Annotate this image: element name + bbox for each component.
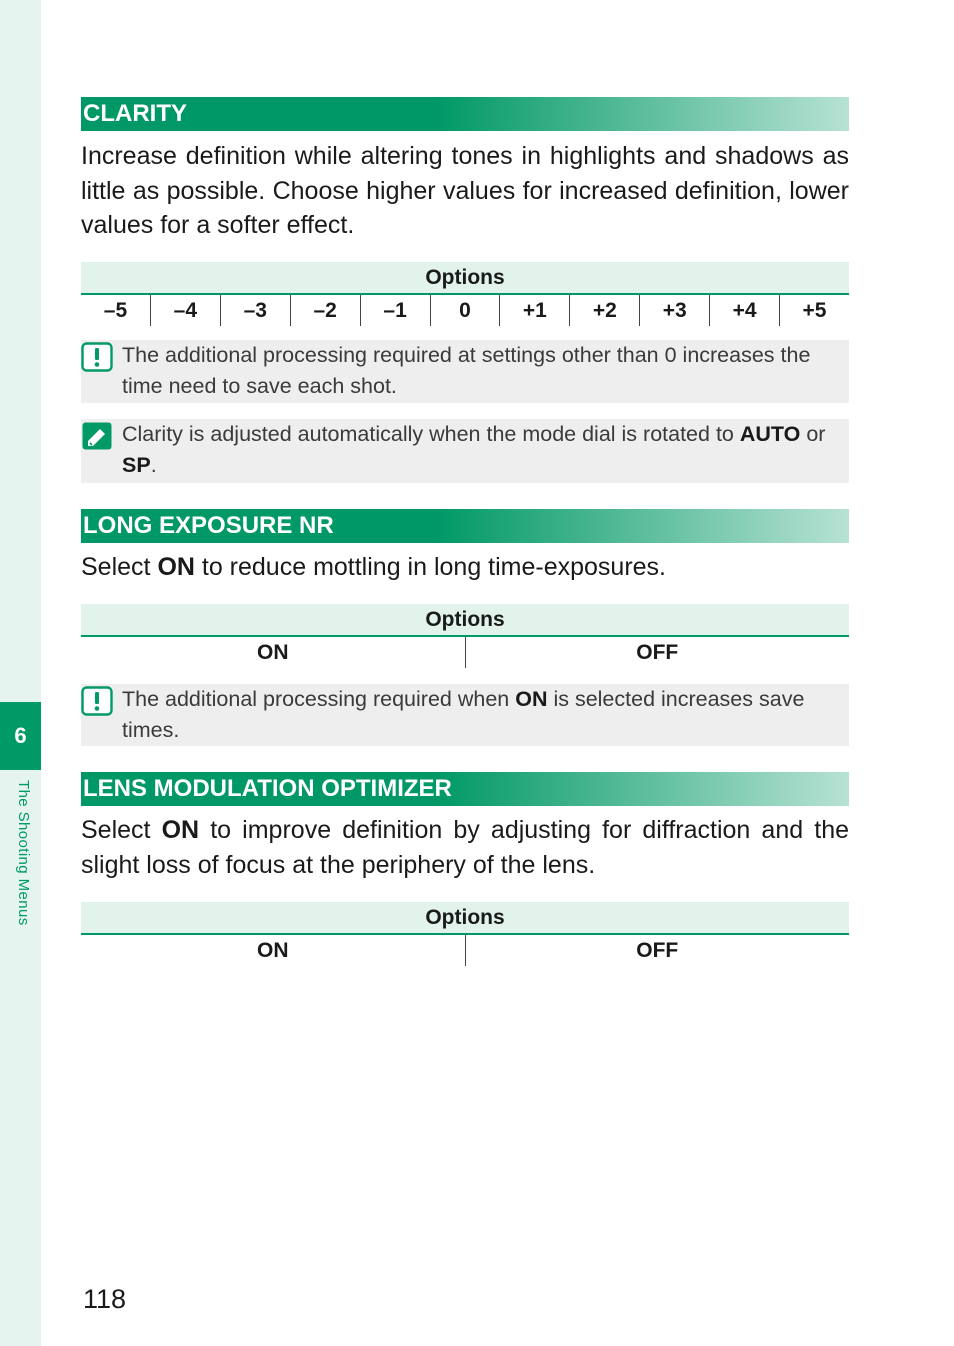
option-plus2: +2 bbox=[569, 295, 639, 326]
clarity-description: Increase definition while altering tones in highlights and shadows as little as possible. Choose higher values for increased definition, lower values for a softer effect. bbox=[81, 142, 849, 239]
desc-on: ON bbox=[157, 553, 195, 581]
options-header: Options bbox=[81, 604, 849, 637]
options-header: Options bbox=[81, 262, 849, 295]
long-exposure-nr-description bbox=[81, 550, 849, 585]
desc-suffix: to reduce mottling in long time-exposures. bbox=[194, 553, 667, 581]
long-exposure-nr-caution-note bbox=[81, 684, 849, 746]
caution-icon bbox=[81, 342, 113, 372]
option-off: OFF bbox=[465, 935, 850, 966]
option-minus5: –5 bbox=[103, 299, 128, 322]
memo-prefix: Clarity is adjusted automatically when the mode dial is rotated to bbox=[122, 422, 740, 446]
section-heading-clarity: CLARITY bbox=[81, 97, 849, 131]
option-0: 0 bbox=[430, 295, 500, 326]
option-plus4: +4 bbox=[709, 295, 779, 326]
option-minus4: –4 bbox=[150, 295, 220, 326]
option-plus3: +3 bbox=[639, 295, 709, 326]
options-header: Options bbox=[81, 902, 849, 935]
caution-icon bbox=[81, 686, 113, 716]
caution-suffix: is selected increases save times. bbox=[122, 687, 805, 742]
option-minus3: –3 bbox=[220, 295, 290, 326]
option-on: ON bbox=[257, 641, 289, 664]
section-heading-long-exposure-nr: LONG EXPOSURE NR bbox=[81, 509, 849, 543]
desc-prefix: Select bbox=[81, 553, 158, 581]
clarity-memo-note bbox=[81, 419, 849, 483]
memo-icon bbox=[81, 421, 113, 451]
memo-auto: AUTO bbox=[739, 422, 801, 446]
options-row bbox=[81, 935, 849, 966]
options-row bbox=[81, 295, 849, 326]
option-on: ON bbox=[257, 939, 289, 962]
option-plus1: +1 bbox=[499, 295, 569, 326]
clarity-options-table bbox=[81, 262, 849, 326]
desc-prefix: Select bbox=[81, 816, 162, 844]
chapter-tab[interactable] bbox=[0, 702, 41, 770]
lens-modulation-optimizer-options-table bbox=[81, 902, 849, 966]
desc-suffix: to improve definition by adjusting for diffraction and the slight loss of focus at the periphery of the lens. bbox=[81, 816, 850, 879]
caution-text: The additional processing required at settings other than 0 increases the time need to save each shot. bbox=[122, 343, 811, 398]
memo-suffix: . bbox=[150, 453, 157, 477]
page-number: 118 bbox=[83, 1284, 127, 1314]
memo-sp: SP bbox=[122, 453, 151, 477]
caution-on: ON bbox=[515, 687, 548, 711]
caution-prefix: The additional processing required when bbox=[122, 687, 516, 711]
option-off: OFF bbox=[465, 637, 850, 668]
clarity-caution-note bbox=[81, 340, 849, 403]
memo-or: or bbox=[800, 422, 826, 446]
lens-modulation-optimizer-description bbox=[81, 813, 849, 882]
chapter-sidebar bbox=[0, 0, 41, 1346]
option-plus5: +5 bbox=[779, 295, 849, 326]
option-minus1: –1 bbox=[360, 295, 430, 326]
section-heading-lens-modulation-optimizer: LENS MODULATION OPTIMIZER bbox=[81, 772, 849, 806]
option-minus2: –2 bbox=[290, 295, 360, 326]
chapter-title: The Shooting Menus bbox=[15, 780, 32, 926]
desc-on: ON bbox=[161, 816, 200, 844]
chapter-number: 6 bbox=[14, 723, 27, 748]
options-row bbox=[81, 637, 849, 668]
long-exposure-nr-options-table bbox=[81, 604, 849, 668]
